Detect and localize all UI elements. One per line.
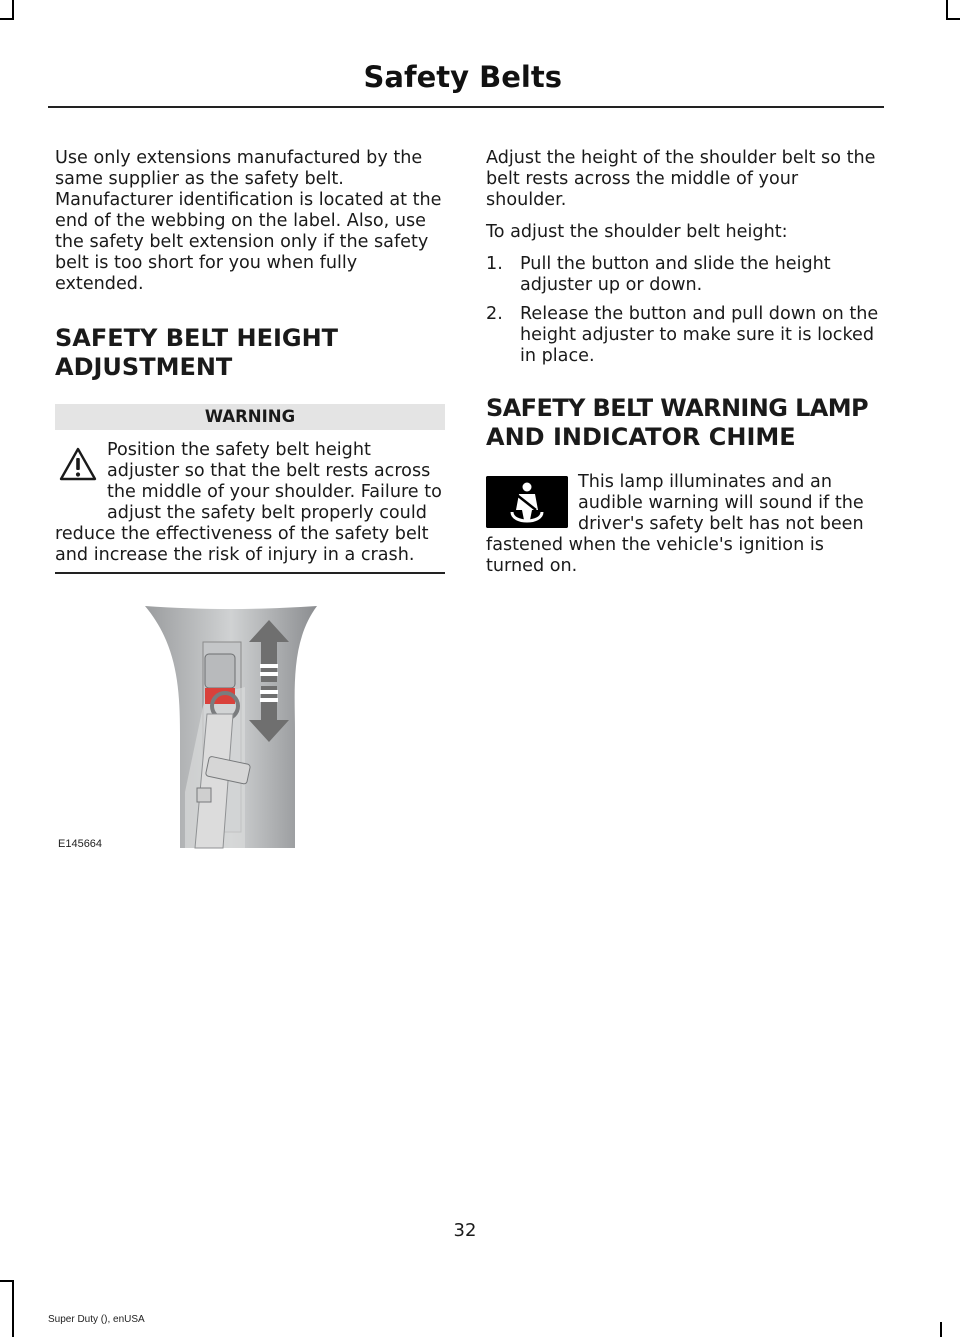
- warning-lamp-heading-line2: AND INDICATOR CHIME: [486, 423, 796, 451]
- crop-mark: [12, 1280, 14, 1337]
- list-item: [486, 254, 882, 296]
- height-adjustment-heading-line2: ADJUSTMENT: [55, 353, 233, 381]
- right-column: [486, 148, 882, 452]
- warning-banner: WARNING: [55, 404, 445, 430]
- step-number: 2.: [486, 304, 503, 324]
- step-text: Release the button and pull down on the height adjuster to make sure it is locked in place.: [520, 304, 879, 366]
- height-adjuster-illustration: [55, 602, 447, 852]
- step-number: 1.: [486, 254, 503, 274]
- figure-id: E145664: [58, 838, 103, 850]
- height-adjustment-heading-line1: SAFETY BELT HEIGHT: [55, 324, 339, 352]
- lamp-body: This lamp illuminates and an audible warning will sound if the driver's safety belt has not been fastened when the vehicle's ignition is turned on.: [486, 472, 864, 576]
- header-divider: [48, 106, 884, 108]
- seatbelt-warning-lamp-icon: [486, 476, 568, 528]
- extension-paragraph: Use only extensions manufactured by the same supplier as the safety belt. Manufacturer identification is located at the end of the webbing on the label. Also, use the safety belt extension only if the safety belt is too short for you when fully extended.: [55, 148, 442, 294]
- crop-mark: [0, 1280, 14, 1282]
- warning-body: Position the safety belt height adjuster so that the belt rests across the middle of your shoulder. Failure to adjust the safety belt properly could reduce the effectiveness of the safety belt and increase the risk of injury in a crash.: [55, 440, 442, 565]
- list-item: [486, 304, 882, 367]
- warning-divider: [55, 572, 445, 574]
- crop-mark: [0, 18, 14, 20]
- crop-mark: [946, 18, 960, 20]
- page-number: 32: [453, 1220, 477, 1241]
- steps-lead: To adjust the shoulder belt height:: [486, 222, 788, 242]
- step-text: Pull the button and slide the height adjuster up or down.: [520, 254, 831, 295]
- left-column: [55, 148, 447, 382]
- steps-list: [486, 254, 882, 367]
- warning-lamp-heading-line1: SAFETY BELT WARNING LAMP: [486, 394, 869, 422]
- crop-mark: [12, 0, 14, 20]
- warning-text: [55, 440, 447, 566]
- doc-info: Super Duty (), enUSA: [48, 1314, 145, 1325]
- page-title: Safety Belts: [363, 60, 562, 94]
- adjust-paragraph: Adjust the height of the shoulder belt so the belt rests across the middle of your shoulder.: [486, 148, 876, 210]
- crop-mark: [946, 0, 948, 20]
- crop-mark: [940, 1322, 942, 1337]
